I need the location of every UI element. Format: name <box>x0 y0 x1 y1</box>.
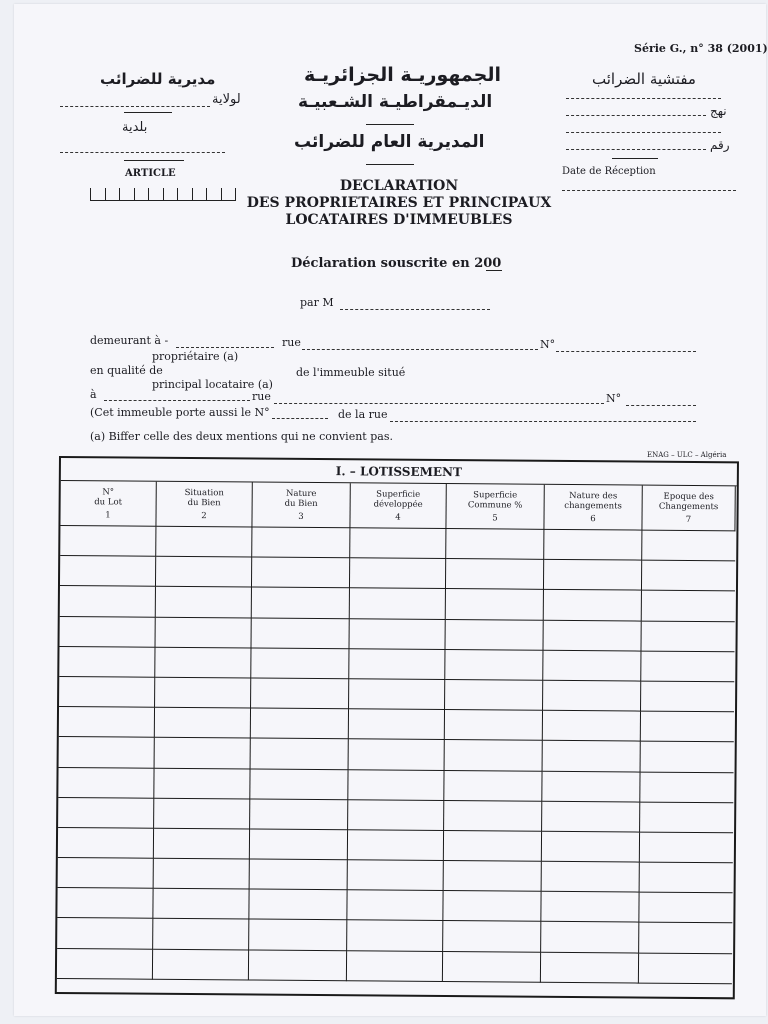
table-cell[interactable] <box>249 950 347 981</box>
baladia-label-ar: بلدية <box>122 120 148 135</box>
table-cell[interactable] <box>444 861 542 892</box>
col-header-superficie-commune: Superficie Commune % 5 <box>446 484 544 530</box>
table-cell[interactable] <box>251 648 349 679</box>
serie-reference: Série G., n° 38 (2001) <box>634 42 768 55</box>
col-header-lot: N° du Lot 1 <box>60 481 156 527</box>
table-cell[interactable] <box>443 921 541 952</box>
table-cell[interactable] <box>542 771 640 802</box>
table-cell[interactable] <box>349 679 445 710</box>
table-cell[interactable] <box>444 831 542 862</box>
table-cell[interactable] <box>543 741 641 772</box>
table-cell[interactable] <box>446 529 544 560</box>
immeuble-situe-label: de l'immeuble situé <box>296 366 406 379</box>
year-field[interactable] <box>486 270 502 271</box>
table-cell[interactable] <box>640 802 733 833</box>
de-la-rue-label: de la rue <box>338 408 388 421</box>
table-cell[interactable] <box>541 892 639 923</box>
inspection-field[interactable] <box>566 98 721 99</box>
table-cell[interactable] <box>155 708 251 739</box>
a-field[interactable] <box>104 400 250 401</box>
table-cell[interactable] <box>347 891 443 922</box>
table-cell[interactable] <box>544 530 642 561</box>
numero-label: N° <box>540 338 556 351</box>
table-cell[interactable] <box>348 800 444 831</box>
table-cell[interactable] <box>350 528 446 559</box>
table-cell[interactable] <box>249 920 347 951</box>
rue2-label: rue <box>252 390 271 403</box>
par-label: par M <box>300 296 334 309</box>
table-cell[interactable] <box>443 891 541 922</box>
table-title: I. – LOTISSEMENT <box>61 458 737 486</box>
table-cell[interactable] <box>543 711 641 742</box>
table-cell[interactable] <box>544 590 642 621</box>
table-cell[interactable] <box>350 558 446 589</box>
table-cell[interactable] <box>641 651 734 682</box>
table-cell[interactable] <box>543 620 641 651</box>
table-cell[interactable] <box>154 798 250 829</box>
table-cell[interactable] <box>542 862 640 893</box>
table-cell[interactable] <box>641 621 734 652</box>
table-cell[interactable] <box>348 770 444 801</box>
table-cell[interactable] <box>58 768 154 799</box>
wilaya-label-ar: لولاية <box>212 92 241 107</box>
table-cell[interactable] <box>349 619 445 650</box>
table-cell[interactable] <box>348 860 444 891</box>
table-cell[interactable] <box>641 682 734 713</box>
republic-line1-ar: الجمهوريـة الجزائريـة <box>304 64 502 86</box>
table-cell[interactable] <box>156 557 252 588</box>
demeurant-label: demeurant à - <box>90 334 169 347</box>
table-cell[interactable] <box>156 587 252 618</box>
table-cell[interactable] <box>348 830 444 861</box>
table-cell[interactable] <box>443 952 541 983</box>
inspection-ar: مفتشية الضرائب <box>592 70 696 88</box>
table-cell[interactable] <box>58 798 154 829</box>
table-cell[interactable] <box>542 801 640 832</box>
declaration-year-label: Déclaration souscrite en 200 <box>291 256 502 271</box>
table-cell[interactable] <box>252 528 350 559</box>
table-cell[interactable] <box>445 650 543 681</box>
table-cell[interactable] <box>350 589 446 620</box>
table-cell[interactable] <box>153 919 249 950</box>
rue-label: rue <box>282 336 301 349</box>
general-directorate-ar: المديرية العام للضرائب <box>294 132 485 152</box>
proprietaire-option[interactable]: propriétaire (a) <box>152 350 239 363</box>
a-label: à <box>90 388 97 401</box>
table-cell[interactable] <box>249 890 347 921</box>
table-cell[interactable] <box>155 678 251 709</box>
table-cell[interactable] <box>154 768 250 799</box>
table-cell[interactable] <box>445 740 543 771</box>
table-cell[interactable] <box>349 709 445 740</box>
divider <box>124 112 172 113</box>
col-header-nature-changements: Nature des changements 6 <box>544 485 642 531</box>
table-cell[interactable] <box>252 558 350 589</box>
col-header-epoque-changements: Epoque des Changements 7 <box>642 486 735 532</box>
declarant-name-field[interactable] <box>340 309 490 310</box>
table-cell[interactable] <box>60 526 156 557</box>
table-cell[interactable] <box>156 527 252 558</box>
table-cell[interactable] <box>641 742 734 773</box>
divider <box>124 160 184 161</box>
table-cell[interactable] <box>57 888 153 919</box>
table-grid <box>57 481 737 984</box>
table-cell[interactable] <box>541 952 639 983</box>
table-cell[interactable] <box>639 923 732 954</box>
republic-line2-ar: الديـمقراطيـة الشـعبيـة <box>298 92 493 112</box>
table-cell[interactable] <box>250 860 348 891</box>
table-cell[interactable] <box>252 588 350 619</box>
table-cell[interactable] <box>347 951 443 982</box>
table-cell[interactable] <box>641 712 734 743</box>
table-cell[interactable] <box>154 829 250 860</box>
table-cell[interactable] <box>59 647 155 678</box>
table-cell[interactable] <box>250 769 348 800</box>
table-cell[interactable] <box>543 681 641 712</box>
de-la-rue-field[interactable] <box>390 421 696 422</box>
numero2-field[interactable] <box>626 405 696 406</box>
date-reception-label: Date de Réception <box>562 166 656 177</box>
table-cell[interactable] <box>59 707 155 738</box>
nahj-field[interactable] <box>566 115 706 116</box>
table-cell[interactable] <box>58 858 154 889</box>
divider <box>366 124 414 125</box>
table-cell[interactable] <box>59 737 155 768</box>
table-cell[interactable] <box>59 677 155 708</box>
title-line3: LOCATAIRES D'IMMEUBLES <box>285 212 513 228</box>
table-cell[interactable] <box>153 889 249 920</box>
table-cell[interactable] <box>155 738 251 769</box>
table-cell[interactable] <box>57 918 153 949</box>
table-cell[interactable] <box>60 617 156 648</box>
table-cell[interactable] <box>445 620 543 651</box>
raqm-field[interactable] <box>566 149 706 150</box>
table-cell[interactable] <box>251 709 349 740</box>
form-sheet <box>14 4 766 1016</box>
table-cell[interactable] <box>642 591 735 622</box>
title-line2: DES PROPRIETAIRES ET PRINCIPAUX <box>246 195 552 211</box>
printer-credit: ENAG – ULC – Algéria <box>647 451 727 459</box>
table-cell[interactable] <box>639 953 732 984</box>
biffer-note: (a) Biffer celle des deux mentions qui ne convient pas. <box>90 430 393 443</box>
lotissement-table <box>55 456 739 999</box>
table-cell[interactable] <box>155 648 251 679</box>
table-cell[interactable] <box>251 739 349 770</box>
table-cell[interactable] <box>60 586 156 617</box>
table-cell[interactable] <box>642 561 735 592</box>
title-line1: DECLARATION <box>339 178 459 194</box>
table-cell[interactable] <box>250 799 348 830</box>
article-label: ARTICLE <box>125 168 176 179</box>
table-cell[interactable] <box>155 617 251 648</box>
left-directorate-ar: مديرية للضرائب <box>100 70 216 88</box>
table-cell[interactable] <box>153 949 249 980</box>
table-cell[interactable] <box>640 832 733 863</box>
rue-field[interactable] <box>302 349 538 350</box>
wilaya-field[interactable] <box>60 106 210 107</box>
porte-aussi-label: (Cet immeuble porte aussi le N° <box>90 406 270 419</box>
table-cell[interactable] <box>349 740 445 771</box>
table-cell[interactable] <box>444 771 542 802</box>
col-header-situation: Situation du Bien 2 <box>156 482 252 528</box>
table-cell[interactable] <box>543 651 641 682</box>
table-cell[interactable] <box>642 531 735 562</box>
table-cell[interactable] <box>58 828 154 859</box>
table-cell[interactable] <box>541 922 639 953</box>
baladia-field[interactable] <box>60 152 225 153</box>
divider <box>366 164 414 165</box>
demeurant-field[interactable] <box>176 347 274 348</box>
table-cell[interactable] <box>250 829 348 860</box>
rue2-field[interactable] <box>274 403 604 404</box>
table-cell[interactable] <box>446 559 544 590</box>
table-cell[interactable] <box>640 772 733 803</box>
table-cell[interactable] <box>251 618 349 649</box>
col-header-nature-bien: Nature du Bien 3 <box>252 483 350 529</box>
table-cell[interactable] <box>57 949 153 980</box>
table-cell[interactable] <box>347 921 443 952</box>
numero-field[interactable] <box>556 351 696 352</box>
table-cell[interactable] <box>154 859 250 890</box>
table-cell[interactable] <box>60 556 156 587</box>
table-cell[interactable] <box>349 649 445 680</box>
table-cell[interactable] <box>640 863 733 894</box>
nahj-label-ar: نهج <box>710 104 727 118</box>
numero2-label: N° <box>606 392 622 405</box>
table-cell[interactable] <box>544 560 642 591</box>
col-header-superficie-developpee: Superficie développée 4 <box>350 483 446 529</box>
principal-locataire-option[interactable]: principal locataire (a) <box>152 378 273 391</box>
table-cell[interactable] <box>251 678 349 709</box>
table-cell[interactable] <box>444 801 542 832</box>
table-cell[interactable] <box>445 710 543 741</box>
en-qualite-label: en qualité de <box>90 364 163 377</box>
porte-aussi-numero-field[interactable] <box>272 418 328 419</box>
table-cell[interactable] <box>639 893 732 924</box>
table-cell[interactable] <box>542 832 640 863</box>
table-cell[interactable] <box>446 589 544 620</box>
divider <box>612 158 658 159</box>
raqm-label-ar: رقم <box>710 138 730 152</box>
extra-field[interactable] <box>566 132 721 133</box>
table-cell[interactable] <box>445 680 543 711</box>
